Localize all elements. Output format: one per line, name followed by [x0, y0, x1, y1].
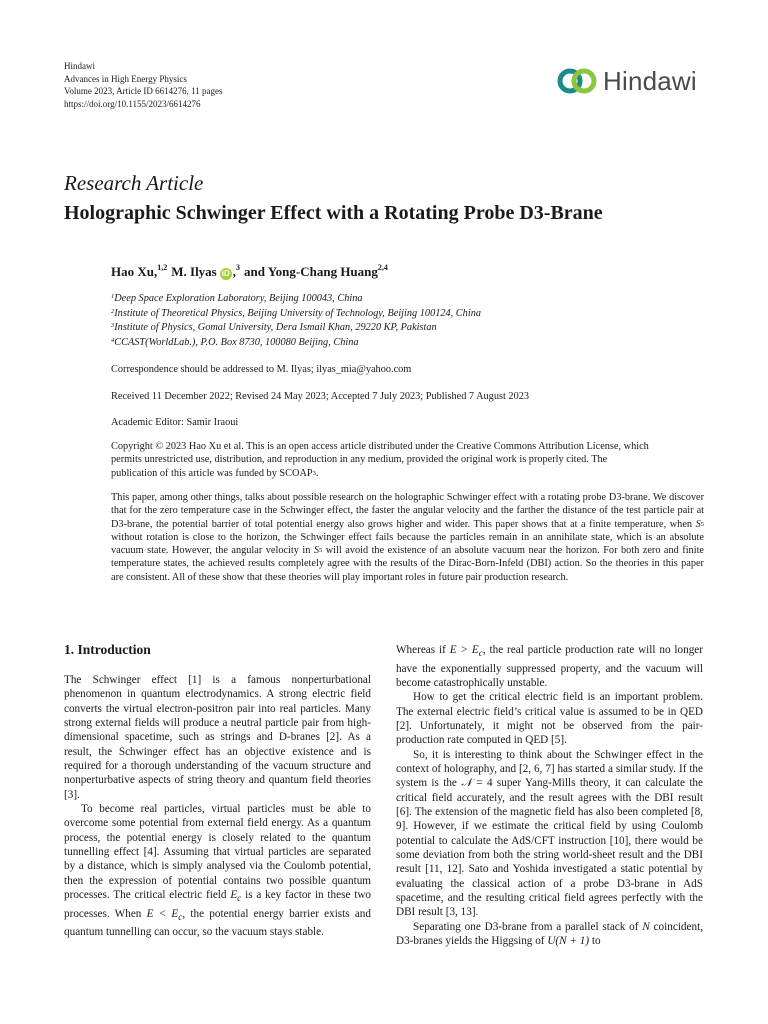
author-1: Hao Xu,$^{1,2}$ [111, 263, 168, 279]
abstract: This paper, among other things, talks about possible research on the holographic Schwinger effect with a rotating probe D3-brane. We discover that for the zero temperature case in the Schwinger effect, the faster the angular velocity and the farther the distance of the test particle pair at D3-brane, the potential barrier of total potential energy also grows higher and wider. This paper shows that at a finite temperature, when $S^5$ without rotation is close to the horizon, the Schwinger effect fails because the particles remain in an annihilate state, which is an absolute vacuum state. However, the angular velocity in $S^5$ will avoid the existence of an absolute vacuum near the horizon. For both zero and finite temperature states, the achieved results completely agree with the results of the Dirac-Born-Infeld (DBI) action. So the theories in this paper are consistent. All of these show that these theories will play important roles in future pair production research. [111, 492, 704, 583]
body-paragraph: How to get the critical electric field is an important problem. The external electric field’s critical value is assumed to be in QED [2]. Unfortunately, it might not be observed from the pair-production rate computed in QED [5]. [396, 691, 703, 747]
orcid-icon[interactable]: iD [221, 269, 230, 278]
publication-dates: Received 11 December 2022; Revised 24 May 2023; Accepted 7 July 2023; Published 7 August 2023 [111, 391, 530, 402]
section-heading: 1. Introduction [64, 642, 151, 657]
academic-editor: Academic Editor: Samir Iraoui [111, 417, 239, 428]
copyright-notice: Copyright © 2023 Hao Xu et al. This is an open access article distributed under the Creative Commons Attribution License, which permits unrestricted use, distribution, and reproduction in any medium, provided the original work is properly cited. The publication of this article was funded by SCOAP$^3$. [111, 441, 649, 479]
body-paragraph: So, it is interesting to think about the Schwinger effect in the context of holography, and [2, 6, 7] has started a similar study. If the system is the 𝒩 = 4 super Yang-Mills theory, it can calculate the critical field accurately, and the result agrees with the DBI result [6]. The extension of the magnetic field has also been completed [8, 9]. However, if we estimate the critical field by using Coulomb potential to calculate the AdS/CFT instruction [10], there would be some deviation from both the string world-sheet result and the DBI result [11, 12]. Sato and Yoshida investigated a static potential by evaluating the classical action of a probe D3-brane in AdS spacetime, and the resulting critical field agrees perfectly with the DBI result [3, 13]. [396, 748, 703, 919]
author-3: and Yong-Chang Huang$^{2,4}$ [243, 263, 388, 279]
body-paragraph: The Schwinger effect [1] is a famous nonperturbational phenomenon in quantum electrodynamics. A strong electric field converts the virtual electron-positron pair into real particles. Many strong external fields will produce a neutral particle pair from high-dimensional spacetime, such as strings and D-branes [2]. As a result, the Schwinger effect has an objective existence and is required for a thorough understanding of the vacuum structure and nonperturbative aspects of string theory and quantum field theories [3]. [64, 674, 371, 801]
body-paragraph: Whereas if $E > E_c$, the real particle production rate will no longer have the exponentially suppressed property, and the vacuum will become catastrophically unstable. [396, 644, 703, 689]
affiliation: $^2$Institute of Theoretical Physics, Beijing University of Technology, Beijing 100124, China [111, 307, 481, 319]
hindawi-logo-icon [557, 66, 597, 96]
affiliation: $^1$Deep Space Exploration Laboratory, Beijing 100043, China [111, 293, 363, 304]
journal-meta [64, 60, 222, 110]
body-left-column [64, 673, 371, 940]
body-right-column [396, 643, 703, 948]
correspondence: Correspondence should be addressed to M. Ilyas; ilyas_mia@yahoo.com [111, 364, 412, 375]
affiliation: $^4$CCAST(WorldLab.), P.O. Box 8730, 100080 Beijing, China [111, 336, 359, 348]
author-list [111, 264, 388, 280]
body-paragraph: Separating one D3-brane from a parallel stack of N coincident, D3-branes yields the Higgsing of U(N + 1) to [396, 920, 703, 948]
affiliations [111, 292, 481, 350]
affiliation: $^3$Institute of Physics, Gomal University, Dera Ismail Khan, 29220 KP, Pakistan [111, 322, 437, 333]
article-title: Holographic Schwinger Effect with a Rotating Probe D3-Brane [64, 202, 603, 224]
article-type: Research Article [64, 171, 204, 195]
doi-link[interactable]: https://doi.org/10.1155/2023/6614276 [64, 98, 201, 109]
journal-name: Advances in High Energy Physics [64, 73, 187, 84]
author-2: M. Ilyas iD ,$^3$ [171, 263, 240, 279]
logo-text: Hindawi [603, 65, 697, 96]
body-paragraph: To become real particles, virtual particles must be able to overcome some potential from external field energy. As a quantum process, the potential energy is closely related to the quantum tunnelling effect [4]. Assuming that virtual particles are separated by a distance, which is simply analysed via the Coulomb potential, then the expression of potential contains two possible quantum processes. The critical electric field $E_c$ is a key factor in these two processes. When $E < E_c$, the potential energy barrier exists and quantum tunnelling can occur, so the vacuum stays stable. [64, 803, 372, 939]
volume-line: Volume 2023, Article ID 6614276, 11 pages [64, 86, 223, 96]
hindawi-logo [557, 64, 697, 98]
publisher-name: Hindawi [64, 61, 95, 71]
